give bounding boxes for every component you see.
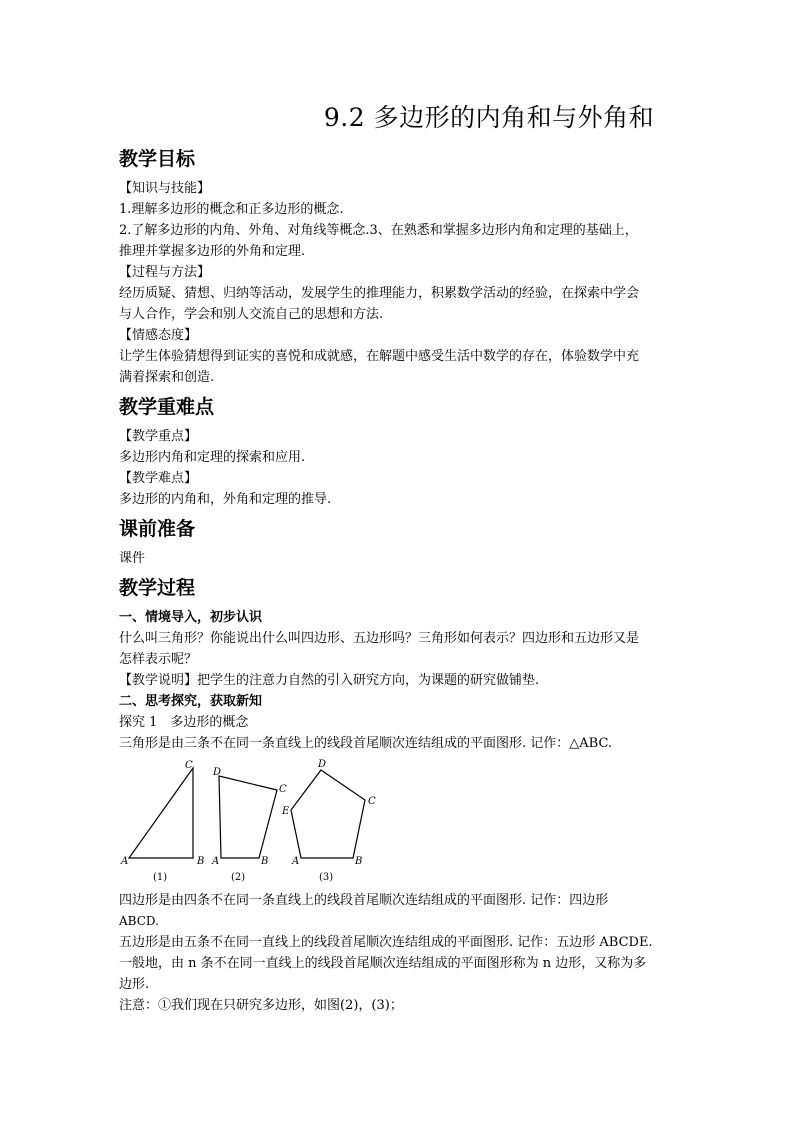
- fig1-label-C: C: [185, 760, 193, 771]
- difficulty-text: 多边形的内角和，外角和定理的推导.: [119, 492, 332, 507]
- process-b: 与人合作，学会和别人交流自己的思想和方法.: [119, 307, 384, 322]
- heading-keypoints: 教学重难点: [119, 396, 215, 418]
- quadrilateral-shape: [219, 776, 277, 858]
- fig1-caption: (1): [153, 872, 168, 883]
- fig2-label-B: B: [261, 856, 269, 867]
- knowledge-1: 1.理解多边形的概念和正多边形的概念.: [119, 202, 344, 217]
- document-page: [119, 98, 679, 1016]
- process-a: 经历质疑、猜想、归纳等活动，发展学生的推理能力，积累数学活动的经验，在探索中学会: [119, 286, 640, 301]
- page-title: 9.2 多边形的内角和与外角和: [323, 103, 655, 132]
- triangle-shape: [129, 768, 193, 858]
- fig2-caption: (2): [231, 872, 246, 883]
- fig1-label-A: A: [121, 856, 129, 867]
- pentagon-shape: [291, 770, 365, 858]
- tag-focus: 【教学重点】: [119, 429, 198, 444]
- emotion-a: 让学生体验猜想得到证实的喜悦和成就感，在解题中感受生活中数学的存在，体验数学中充: [119, 349, 640, 364]
- note: 注意：①我们现在只研究多边形，如图(2)，(3)；: [119, 998, 403, 1013]
- fig2-label-C: C: [279, 784, 287, 795]
- triangle-def: 三角形是由三条不在同一条直线上的线段首尾顺次连结组成的平面图形. 记作：△ABC.: [119, 736, 613, 751]
- fig2-label-A: A: [212, 856, 220, 867]
- quad-def-a: 四边形是由四条不在同一条直线上的线段首尾顺次连结组成的平面图形. 记作：四边形: [119, 893, 609, 908]
- fig2-label-D: D: [213, 767, 222, 778]
- step2-title: 二、思考探究，获取新知: [119, 694, 263, 709]
- fig3-caption: (3): [319, 872, 334, 883]
- prep-text: 课件: [119, 551, 146, 566]
- knowledge-2a: 2.了解多边形的内角、外角、对角线等概念.3、在熟悉和掌握多边形内角和定理的基础上，: [119, 223, 638, 238]
- tag-difficulty: 【教学难点】: [119, 471, 198, 486]
- fig3-label-D: D: [318, 759, 327, 770]
- penta-def: 五边形是由五条不在同一直线上的线段首尾顺次连结组成的平面图形. 记作：五边形 ABCDE.: [119, 935, 653, 950]
- fig3-label-E: E: [282, 806, 290, 817]
- heading-process: 教学过程: [119, 577, 196, 599]
- step1-note: 【教学说明】把学生的注意力自然的引入研究方向，为课题的研究做铺垫.: [119, 673, 540, 688]
- step1-b: 怎样表示呢？: [119, 652, 198, 667]
- fig3-label-C: C: [368, 796, 376, 807]
- fig3-label-A: A: [292, 856, 300, 867]
- tag-knowledge: 【知识与技能】: [119, 181, 211, 196]
- general-b: 边形.: [119, 977, 150, 992]
- tag-process: 【过程与方法】: [119, 265, 211, 280]
- focus-text: 多边形内角和定理的探索和应用.: [119, 450, 306, 465]
- step1-title: 一、情境导入，初步认识: [119, 610, 263, 625]
- fig3-label-B: B: [355, 856, 363, 867]
- fig1-label-B: B: [197, 856, 205, 867]
- emotion-b: 满着探索和创造.: [119, 370, 215, 385]
- polygon-figures: [119, 758, 679, 884]
- heading-goals: 教学目标: [119, 148, 196, 170]
- knowledge-2b: 推理并掌握多边形的外角和定理.: [119, 244, 306, 259]
- explore1: 探究 1 多边形的概念: [119, 715, 249, 730]
- step1-a: 什么叫三角形？你能说出什么叫四边形、五边形吗？三角形如何表示？四边形和五边形又是: [119, 631, 640, 646]
- tag-emotion: 【情感态度】: [119, 328, 198, 343]
- quad-def-b: ABCD.: [119, 914, 159, 928]
- heading-prep: 课前准备: [119, 518, 196, 540]
- polygon-figures-svg: [119, 758, 679, 884]
- general-a: 一般地，由 n 条不在同一直线上的线段首尾顺次连结组成的平面图形称为 n 边形，又称为多: [119, 956, 647, 971]
